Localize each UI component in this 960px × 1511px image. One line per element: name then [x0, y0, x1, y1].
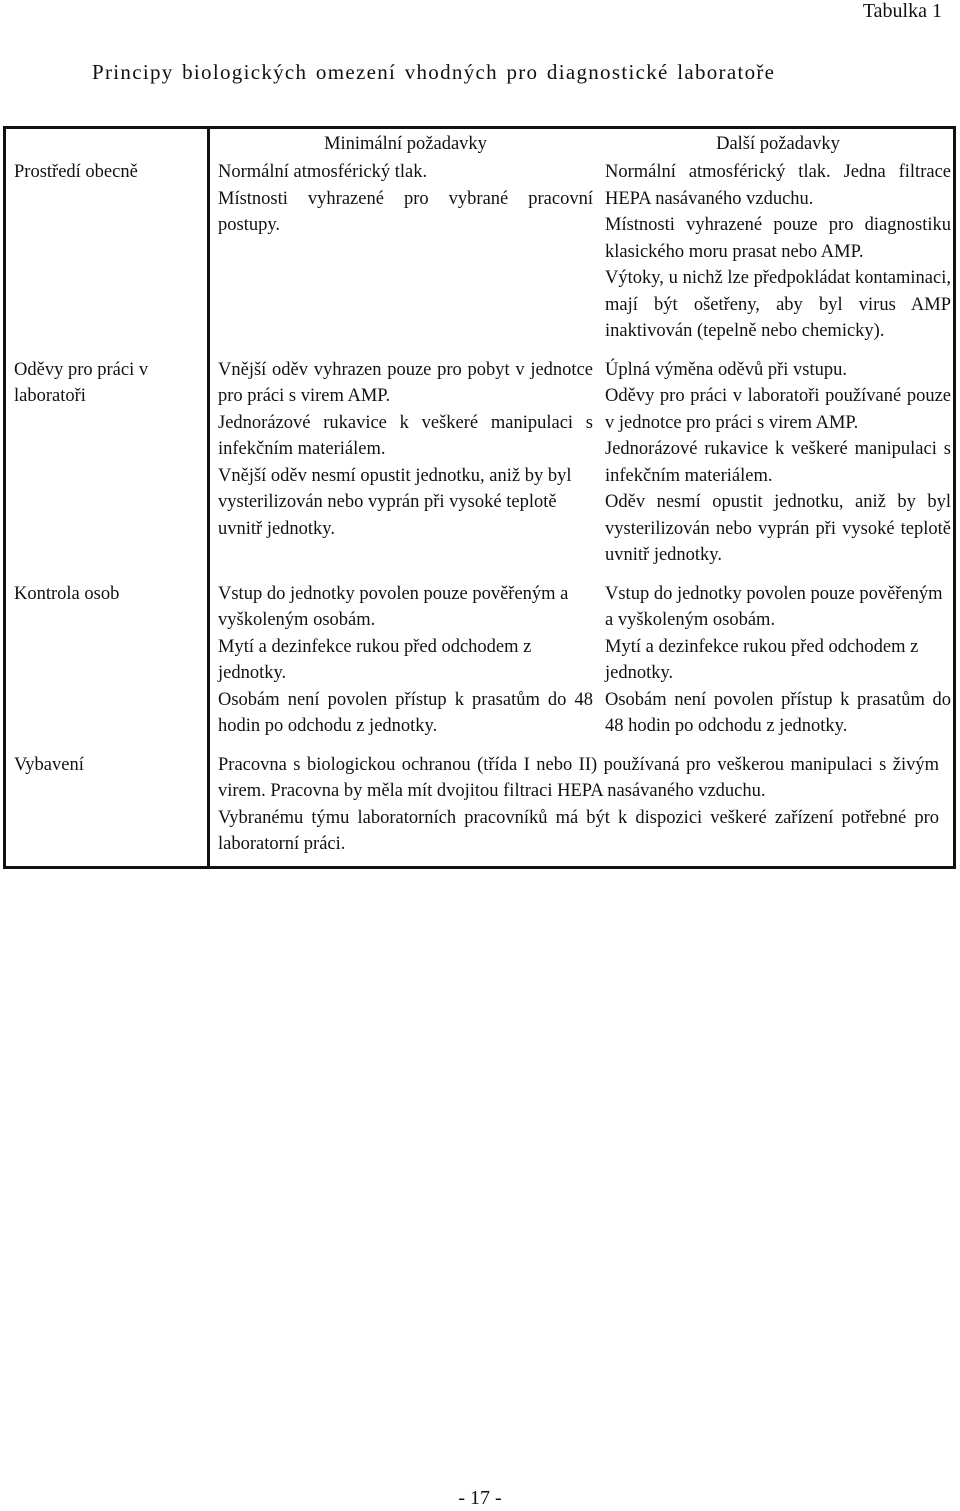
- additional-requirements-cell: [601, 159, 955, 345]
- page-title: Principy biologických omezení vhodných pro diagnostické laboratoře: [92, 60, 776, 84]
- row-category: Oděvy pro práci v laboratoři: [5, 357, 209, 569]
- requirement-text: Osobám není povolen přístup k prasatům do 48 hodin po odchodu z jednotky.: [605, 689, 951, 736]
- table-header-row: [5, 128, 955, 160]
- minimal-requirements-cell: [209, 581, 602, 740]
- requirement-text: Pracovna s biologickou ochranou (třída I nebo II) používaná pro veškerou manipulaci s živým virem. Pracovna by měla mít dvojitou filtraci HEPA nasávaného vzduchu.: [218, 754, 939, 801]
- requirement-text: Místnosti vyhrazené pro vybrané pracovní postupy.: [218, 188, 593, 235]
- additional-requirements-cell: [601, 357, 955, 569]
- equipment-requirements-cell: [209, 752, 955, 868]
- table-row-environment: [5, 159, 955, 345]
- requirement-text: Vnější oděv nesmí opustit jednotku, aniž by byl vysterilizován nebo vyprán při vysoké teplotě uvnitř jednotky.: [218, 465, 572, 539]
- table-number-label: Tabulka 1: [862, 0, 942, 22]
- requirement-text: Normální atmosférický tlak. Jedna filtrace HEPA nasávaného vzduchu.: [605, 162, 951, 209]
- minimal-requirements-cell: [209, 357, 602, 569]
- minimal-requirements-cell: [209, 159, 602, 345]
- requirements-table: [3, 126, 956, 869]
- requirement-text: Vnější oděv vyhrazen pouze pro pobyt v jednotce pro práci s virem AMP.: [218, 359, 593, 406]
- header-minimal-requirements: Minimální požadavky: [324, 134, 487, 154]
- requirement-text: Oděvy pro práci v laboratoři používané pouze v jednotce pro práci s virem AMP.: [605, 386, 951, 433]
- header-additional-requirements: Další požadavky: [716, 134, 840, 154]
- requirement-text: Oděv nesmí opustit jednotku, aniž by byl vysterilizován nebo vyprán při vysoké teplotě uvnitř jednotky.: [605, 492, 951, 565]
- page-number: - 17 -: [458, 1487, 502, 1509]
- row-category: Kontrola osob: [5, 581, 209, 740]
- header-category: [5, 128, 209, 160]
- requirement-text: Vstup do jednotky povolen pouze pověřeným a vyškoleným osobám.: [605, 583, 943, 630]
- requirement-text: Jednorázové rukavice k veškeré manipulaci s infekčním materiálem.: [605, 439, 951, 486]
- additional-requirements-cell: [601, 581, 955, 740]
- table-row-clothing: [5, 357, 955, 569]
- requirement-text: Mytí a dezinfekce rukou před odchodem z jednotky.: [605, 636, 919, 683]
- requirement-text: Úplná výměna oděvů při vstupu.: [605, 359, 847, 380]
- row-category: Prostředí obecně: [5, 159, 209, 345]
- requirement-text: Osobám není povolen přístup k prasatům do 48 hodin po odchodu z jednotky.: [218, 689, 593, 736]
- requirement-text: Normální atmosférický tlak.: [218, 162, 428, 182]
- requirement-text: Mytí a dezinfekce rukou před odchodem z jednotky.: [218, 636, 532, 683]
- row-category: Vybavení: [5, 752, 209, 868]
- requirement-text: Vybranému týmu laboratorních pracovníků má být k dispozici veškeré zařízení potřebné pro laboratorní práci.: [218, 807, 939, 854]
- requirement-text: Místnosti vyhrazené pouze pro diagnostiku klasického moru prasat nebo AMP.: [605, 215, 951, 262]
- table-row-equipment: [5, 752, 955, 868]
- requirement-text: Jednorázové rukavice k veškeré manipulaci s infekčním materiálem.: [218, 412, 593, 459]
- table-row-personnel-control: [5, 581, 955, 740]
- requirement-text: Vstup do jednotky povolen pouze pověřeným a vyškoleným osobám.: [218, 583, 569, 630]
- requirement-text: Výtoky, u nichž lze předpokládat kontaminaci, mají být ošetřeny, aby byl virus AMP inaktivován (tepelně nebo chemicky).: [605, 268, 951, 341]
